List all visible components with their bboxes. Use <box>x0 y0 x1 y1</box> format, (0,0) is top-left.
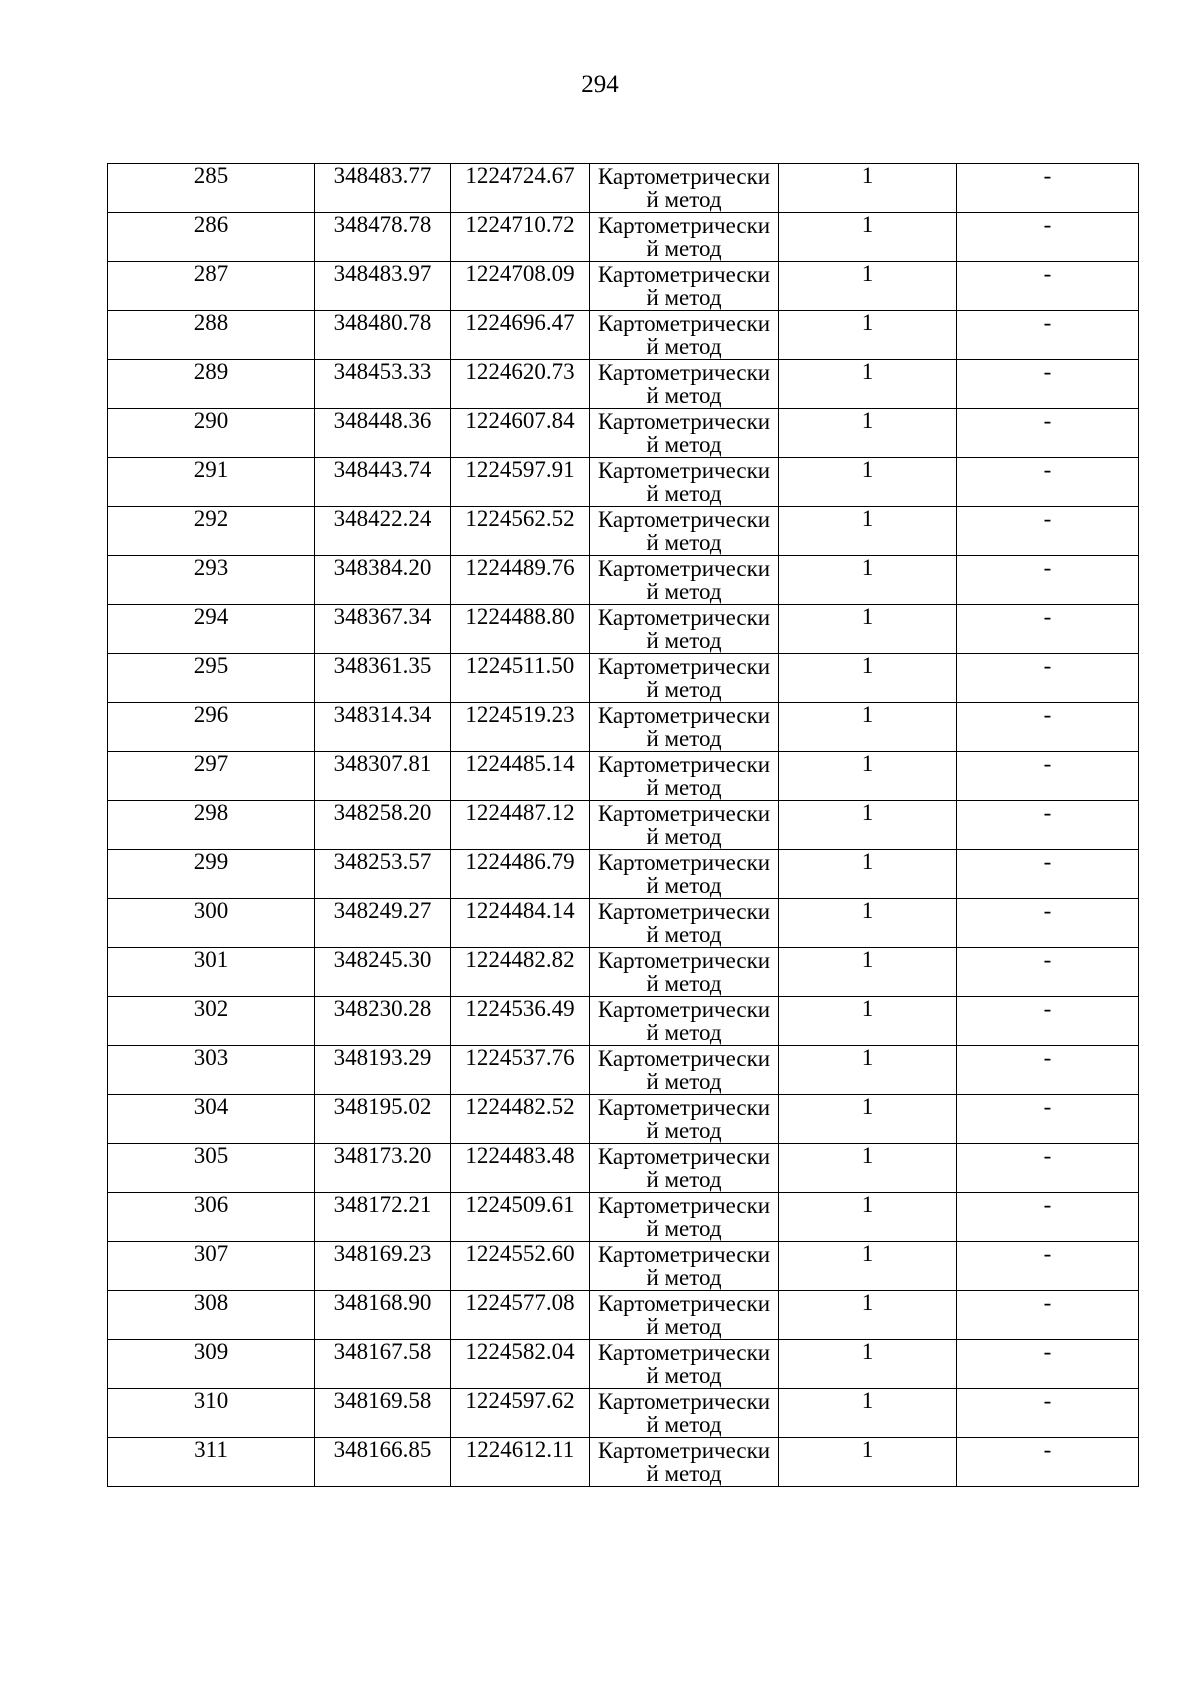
method-text-line2: й метод <box>646 971 722 996</box>
method-cell <box>590 605 779 654</box>
y-coordinate-cell: 1224582.04 <box>451 1340 590 1389</box>
method-cell <box>590 948 779 997</box>
note-cell: - <box>957 1095 1139 1144</box>
method-cell <box>590 1242 779 1291</box>
note-cell: - <box>957 1046 1139 1095</box>
x-coordinate-cell: 348453.33 <box>315 360 451 409</box>
point-number-cell: 311 <box>108 1438 315 1487</box>
accuracy-cell: 1 <box>779 1340 957 1389</box>
method-cell <box>590 213 779 262</box>
method-cell <box>590 1095 779 1144</box>
point-number-cell: 301 <box>108 948 315 997</box>
accuracy-cell: 1 <box>779 262 957 311</box>
method-text-line2: й метод <box>646 726 722 751</box>
x-coordinate-cell: 348169.23 <box>315 1242 451 1291</box>
note-cell: - <box>957 262 1139 311</box>
x-coordinate-cell: 348480.78 <box>315 311 451 360</box>
x-coordinate-cell: 348422.24 <box>315 507 451 556</box>
table-row <box>108 605 1139 654</box>
x-coordinate-cell: 348172.21 <box>315 1193 451 1242</box>
method-cell <box>590 1144 779 1193</box>
method-text-line1: Картометрически <box>597 1046 771 1071</box>
method-cell <box>590 311 779 360</box>
point-number-cell: 306 <box>108 1193 315 1242</box>
method-text-line1: Картометрически <box>597 213 771 238</box>
point-number-cell: 300 <box>108 899 315 948</box>
point-number-cell: 288 <box>108 311 315 360</box>
table-row <box>108 458 1139 507</box>
note-cell: - <box>957 458 1139 507</box>
x-coordinate-cell: 348245.30 <box>315 948 451 997</box>
method-text-line2: й метод <box>646 922 722 947</box>
method-cell <box>590 801 779 850</box>
method-text-line1: Картометрически <box>597 360 771 385</box>
method-text-line2: й метод <box>646 677 722 702</box>
x-coordinate-cell: 348258.20 <box>315 801 451 850</box>
accuracy-cell: 1 <box>779 213 957 262</box>
method-text-line1: Картометрически <box>597 850 771 875</box>
table-row <box>108 801 1139 850</box>
method-text-line1: Картометрически <box>597 1144 771 1169</box>
method-cell <box>590 1193 779 1242</box>
note-cell: - <box>957 213 1139 262</box>
note-cell: - <box>957 1144 1139 1193</box>
method-cell <box>590 899 779 948</box>
accuracy-cell: 1 <box>779 801 957 850</box>
note-cell: - <box>957 1193 1139 1242</box>
y-coordinate-cell: 1224483.48 <box>451 1144 590 1193</box>
method-cell <box>590 1340 779 1389</box>
method-cell <box>590 409 779 458</box>
x-coordinate-cell: 348169.58 <box>315 1389 451 1438</box>
method-text-line1: Картометрически <box>597 1438 771 1463</box>
y-coordinate-cell: 1224486.79 <box>451 850 590 899</box>
point-number-cell: 308 <box>108 1291 315 1340</box>
method-cell <box>590 507 779 556</box>
method-text-line2: й метод <box>646 334 722 359</box>
table-row <box>108 1291 1139 1340</box>
accuracy-cell: 1 <box>779 899 957 948</box>
x-coordinate-cell: 348167.58 <box>315 1340 451 1389</box>
point-number-cell: 310 <box>108 1389 315 1438</box>
method-text-line1: Картометрически <box>597 948 771 973</box>
table-row <box>108 311 1139 360</box>
method-text-line1: Картометрически <box>597 1242 771 1267</box>
method-text-line1: Картометрически <box>597 409 771 434</box>
coordinates-table-body <box>108 164 1139 1487</box>
accuracy-cell: 1 <box>779 507 957 556</box>
note-cell: - <box>957 507 1139 556</box>
note-cell: - <box>957 164 1139 213</box>
point-number-cell: 297 <box>108 752 315 801</box>
note-cell: - <box>957 360 1139 409</box>
method-text-line1: Картометрически <box>597 654 771 679</box>
table-row <box>108 556 1139 605</box>
point-number-cell: 302 <box>108 997 315 1046</box>
x-coordinate-cell: 348173.20 <box>315 1144 451 1193</box>
y-coordinate-cell: 1224537.76 <box>451 1046 590 1095</box>
point-number-cell: 309 <box>108 1340 315 1389</box>
accuracy-cell: 1 <box>779 1193 957 1242</box>
y-coordinate-cell: 1224487.12 <box>451 801 590 850</box>
point-number-cell: 305 <box>108 1144 315 1193</box>
x-coordinate-cell: 348166.85 <box>315 1438 451 1487</box>
y-coordinate-cell: 1224597.62 <box>451 1389 590 1438</box>
table-row <box>108 1340 1139 1389</box>
method-text-line1: Картометрически <box>597 1340 771 1365</box>
method-text-line2: й метод <box>646 1069 722 1094</box>
method-text-line2: й метод <box>646 236 722 261</box>
note-cell: - <box>957 311 1139 360</box>
point-number-cell: 304 <box>108 1095 315 1144</box>
method-text-line1: Картометрически <box>597 556 771 581</box>
accuracy-cell: 1 <box>779 360 957 409</box>
method-cell <box>590 1046 779 1095</box>
x-coordinate-cell: 348193.29 <box>315 1046 451 1095</box>
method-cell <box>590 164 779 213</box>
y-coordinate-cell: 1224552.60 <box>451 1242 590 1291</box>
note-cell: - <box>957 1242 1139 1291</box>
x-coordinate-cell: 348253.57 <box>315 850 451 899</box>
y-coordinate-cell: 1224509.61 <box>451 1193 590 1242</box>
point-number-cell: 289 <box>108 360 315 409</box>
accuracy-cell: 1 <box>779 948 957 997</box>
point-number-cell: 286 <box>108 213 315 262</box>
method-text-line2: й метод <box>646 1265 722 1290</box>
point-number-cell: 294 <box>108 605 315 654</box>
note-cell: - <box>957 899 1139 948</box>
note-cell: - <box>957 850 1139 899</box>
method-cell <box>590 752 779 801</box>
method-text-line1: Картометрически <box>597 458 771 483</box>
point-number-cell: 298 <box>108 801 315 850</box>
note-cell: - <box>957 1291 1139 1340</box>
method-text-line2: й метод <box>646 1020 722 1045</box>
point-number-cell: 285 <box>108 164 315 213</box>
accuracy-cell: 1 <box>779 605 957 654</box>
method-cell <box>590 458 779 507</box>
method-text-line1: Картометрически <box>597 1291 771 1316</box>
y-coordinate-cell: 1224724.67 <box>451 164 590 213</box>
note-cell: - <box>957 556 1139 605</box>
y-coordinate-cell: 1224612.11 <box>451 1438 590 1487</box>
page-number: 294 <box>581 71 619 98</box>
accuracy-cell: 1 <box>779 997 957 1046</box>
method-text-line1: Картометрически <box>597 1095 771 1120</box>
table-row <box>108 899 1139 948</box>
y-coordinate-cell: 1224708.09 <box>451 262 590 311</box>
method-text-line2: й метод <box>646 1412 722 1437</box>
x-coordinate-cell: 348168.90 <box>315 1291 451 1340</box>
table-row <box>108 752 1139 801</box>
method-text-line2: й метод <box>646 579 722 604</box>
method-text-line1: Картометрически <box>597 311 771 336</box>
coordinates-table <box>107 163 1139 1487</box>
method-cell <box>590 997 779 1046</box>
method-text-line2: й метод <box>646 824 722 849</box>
y-coordinate-cell: 1224488.80 <box>451 605 590 654</box>
point-number-cell: 307 <box>108 1242 315 1291</box>
method-cell <box>590 703 779 752</box>
accuracy-cell: 1 <box>779 458 957 507</box>
point-number-cell: 293 <box>108 556 315 605</box>
method-text-line1: Картометрически <box>597 703 771 728</box>
method-cell <box>590 850 779 899</box>
method-text-line1: Картометрически <box>597 752 771 777</box>
x-coordinate-cell: 348367.34 <box>315 605 451 654</box>
method-cell <box>590 556 779 605</box>
method-cell <box>590 654 779 703</box>
method-text-line1: Картометрически <box>597 997 771 1022</box>
method-cell <box>590 1438 779 1487</box>
method-text-line1: Картометрически <box>597 262 771 287</box>
method-text-line2: й метод <box>646 432 722 457</box>
accuracy-cell: 1 <box>779 850 957 899</box>
y-coordinate-cell: 1224484.14 <box>451 899 590 948</box>
y-coordinate-cell: 1224482.82 <box>451 948 590 997</box>
accuracy-cell: 1 <box>779 1389 957 1438</box>
method-text-line2: й метод <box>646 1118 722 1143</box>
note-cell: - <box>957 1389 1139 1438</box>
method-cell <box>590 360 779 409</box>
note-cell: - <box>957 409 1139 458</box>
point-number-cell: 303 <box>108 1046 315 1095</box>
note-cell: - <box>957 703 1139 752</box>
table-row <box>108 1144 1139 1193</box>
y-coordinate-cell: 1224489.76 <box>451 556 590 605</box>
table-row <box>108 360 1139 409</box>
accuracy-cell: 1 <box>779 752 957 801</box>
point-number-cell: 299 <box>108 850 315 899</box>
note-cell: - <box>957 1438 1139 1487</box>
note-cell: - <box>957 752 1139 801</box>
y-coordinate-cell: 1224710.72 <box>451 213 590 262</box>
accuracy-cell: 1 <box>779 654 957 703</box>
accuracy-cell: 1 <box>779 1046 957 1095</box>
method-text-line2: й метод <box>646 628 722 653</box>
note-cell: - <box>957 948 1139 997</box>
x-coordinate-cell: 348230.28 <box>315 997 451 1046</box>
y-coordinate-cell: 1224485.14 <box>451 752 590 801</box>
table-row <box>108 1438 1139 1487</box>
method-text-line1: Картометрически <box>597 1389 771 1414</box>
method-text-line1: Картометрически <box>597 507 771 532</box>
y-coordinate-cell: 1224562.52 <box>451 507 590 556</box>
method-text-line2: й метод <box>646 1363 722 1388</box>
x-coordinate-cell: 348483.77 <box>315 164 451 213</box>
y-coordinate-cell: 1224696.47 <box>451 311 590 360</box>
table-row <box>108 1193 1139 1242</box>
table-row <box>108 1389 1139 1438</box>
method-text-line2: й метод <box>646 530 722 555</box>
table-row <box>108 1242 1139 1291</box>
table-row <box>108 507 1139 556</box>
x-coordinate-cell: 348448.36 <box>315 409 451 458</box>
table-row <box>108 213 1139 262</box>
accuracy-cell: 1 <box>779 409 957 458</box>
accuracy-cell: 1 <box>779 703 957 752</box>
point-number-cell: 287 <box>108 262 315 311</box>
method-text-line2: й метод <box>646 1314 722 1339</box>
y-coordinate-cell: 1224519.23 <box>451 703 590 752</box>
accuracy-cell: 1 <box>779 311 957 360</box>
y-coordinate-cell: 1224607.84 <box>451 409 590 458</box>
x-coordinate-cell: 348195.02 <box>315 1095 451 1144</box>
y-coordinate-cell: 1224511.50 <box>451 654 590 703</box>
table-row <box>108 654 1139 703</box>
method-text-line1: Картометрически <box>597 899 771 924</box>
method-text-line2: й метод <box>646 873 722 898</box>
x-coordinate-cell: 348361.35 <box>315 654 451 703</box>
x-coordinate-cell: 348314.34 <box>315 703 451 752</box>
table-row <box>108 262 1139 311</box>
table-row <box>108 1095 1139 1144</box>
method-text-line1: Картометрически <box>597 164 771 189</box>
x-coordinate-cell: 348249.27 <box>315 899 451 948</box>
method-text-line1: Картометрически <box>597 801 771 826</box>
y-coordinate-cell: 1224577.08 <box>451 1291 590 1340</box>
method-text-line2: й метод <box>646 285 722 310</box>
table-row <box>108 850 1139 899</box>
method-text-line1: Картометрически <box>597 1193 771 1218</box>
method-text-line2: й метод <box>646 1461 722 1486</box>
note-cell: - <box>957 801 1139 850</box>
y-coordinate-cell: 1224620.73 <box>451 360 590 409</box>
method-text-line2: й метод <box>646 1216 722 1241</box>
x-coordinate-cell: 348443.74 <box>315 458 451 507</box>
accuracy-cell: 1 <box>779 556 957 605</box>
x-coordinate-cell: 348384.20 <box>315 556 451 605</box>
x-coordinate-cell: 348307.81 <box>315 752 451 801</box>
method-text-line2: й метод <box>646 481 722 506</box>
accuracy-cell: 1 <box>779 1242 957 1291</box>
method-cell <box>590 1291 779 1340</box>
method-cell <box>590 1389 779 1438</box>
accuracy-cell: 1 <box>779 1438 957 1487</box>
point-number-cell: 292 <box>108 507 315 556</box>
note-cell: - <box>957 654 1139 703</box>
method-text-line2: й метод <box>646 187 722 212</box>
accuracy-cell: 1 <box>779 1095 957 1144</box>
point-number-cell: 291 <box>108 458 315 507</box>
table-row <box>108 948 1139 997</box>
accuracy-cell: 1 <box>779 1291 957 1340</box>
method-text-line2: й метод <box>646 383 722 408</box>
y-coordinate-cell: 1224597.91 <box>451 458 590 507</box>
accuracy-cell: 1 <box>779 164 957 213</box>
x-coordinate-cell: 348478.78 <box>315 213 451 262</box>
point-number-cell: 290 <box>108 409 315 458</box>
point-number-cell: 296 <box>108 703 315 752</box>
y-coordinate-cell: 1224482.52 <box>451 1095 590 1144</box>
table-row <box>108 164 1139 213</box>
note-cell: - <box>957 997 1139 1046</box>
method-text-line2: й метод <box>646 775 722 800</box>
method-text-line1: Картометрически <box>597 605 771 630</box>
x-coordinate-cell: 348483.97 <box>315 262 451 311</box>
table-row <box>108 409 1139 458</box>
accuracy-cell: 1 <box>779 1144 957 1193</box>
method-cell <box>590 262 779 311</box>
table-row <box>108 1046 1139 1095</box>
method-text-line2: й метод <box>646 1167 722 1192</box>
table-row <box>108 997 1139 1046</box>
note-cell: - <box>957 1340 1139 1389</box>
note-cell: - <box>957 605 1139 654</box>
table-row <box>108 703 1139 752</box>
y-coordinate-cell: 1224536.49 <box>451 997 590 1046</box>
point-number-cell: 295 <box>108 654 315 703</box>
